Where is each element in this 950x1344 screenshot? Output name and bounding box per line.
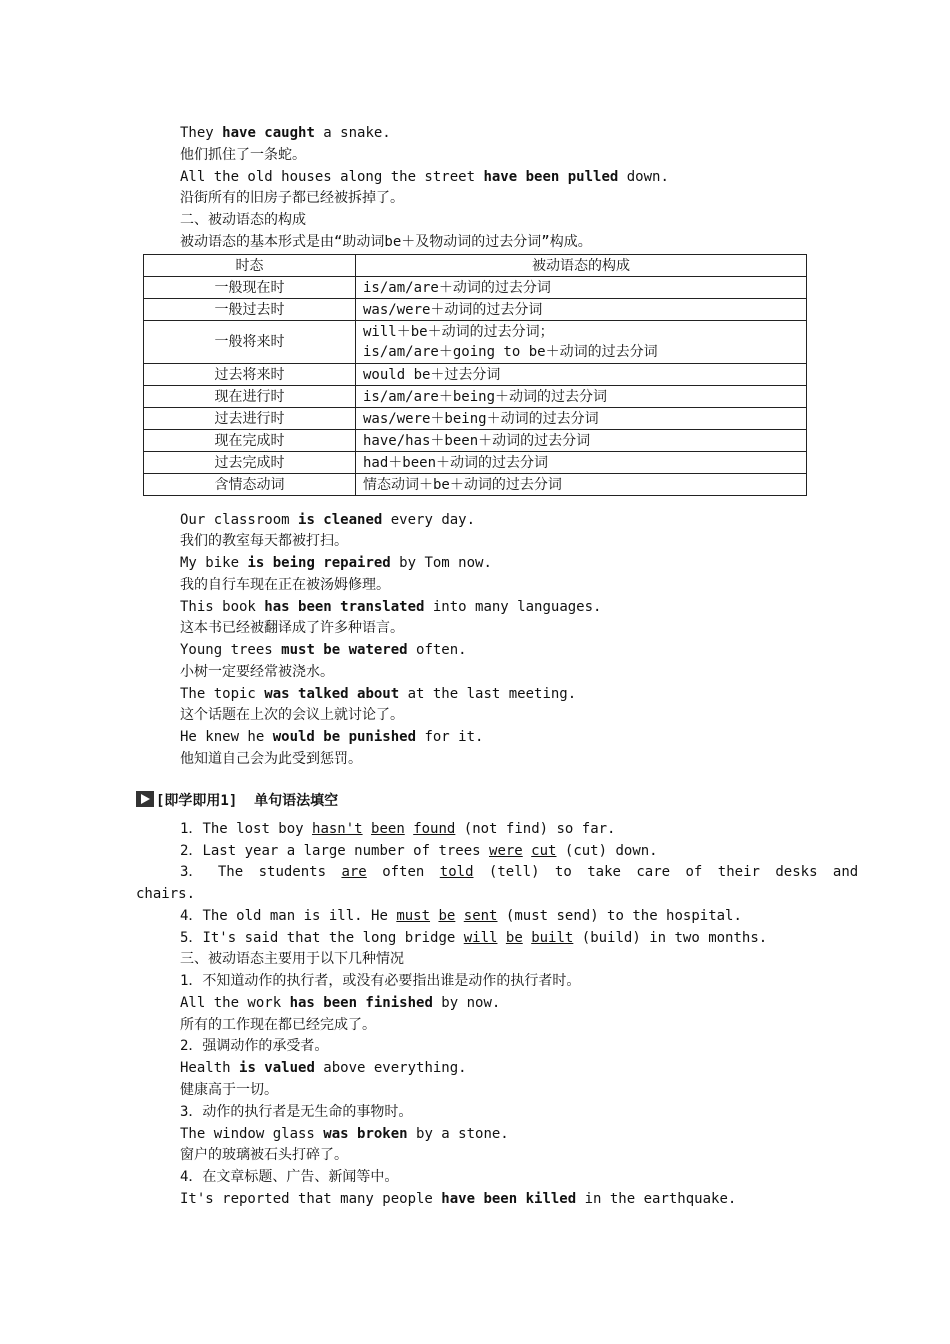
section-heading: 二、被动语态的构成 [180,212,306,228]
form-cell: is/am/are＋动词的过去分词 [356,277,807,299]
answer-blank: told [439,864,474,880]
usage-rule: 3．动作的执行者是无生命的事物时。 [180,1104,413,1120]
example-sentence: The topic was talked about at the last meeting. [180,686,577,702]
answer-blank: been [371,821,405,837]
highlight-verb: was broken [323,1126,408,1142]
form-cell: is/am/are＋being＋动词的过去分词 [356,386,807,408]
table-header-row [144,255,807,277]
example-sentence: Health is valued above everything. [180,1060,467,1076]
tense-cell: 含情态动词 [144,474,356,496]
example-sentence: It's reported that many people have been killed in the earthquake. [180,1191,737,1207]
example-sentence: He knew he would be punished for it. [180,729,484,745]
answer-blank: are [341,864,367,880]
form-cell [356,321,807,364]
example-translation: 他们抓住了一条蛇。 [180,147,306,163]
table-row [144,386,807,408]
table-row [144,430,807,452]
table-header-cell: 被动语态的构成 [356,255,807,277]
form-cell: had＋been＋动词的过去分词 [356,452,807,474]
table-header-cell: 时态 [144,255,356,277]
answer-blank: cut [531,843,557,859]
practice-item: 5．It's said that the long bridge will be built (build) in two months. [180,930,768,946]
example-translation: 小树一定要经常被浇水。 [180,664,334,680]
highlight-verb: would be punished [272,729,417,745]
example-sentence: Our classroom is cleaned every day. [180,512,476,528]
example-translation: 我们的教室每天都被打扫。 [180,533,348,549]
highlight-verb: must be watered [281,642,408,658]
passive-form-table [143,254,807,496]
example-sentence: The window glass was broken by a stone. [180,1126,509,1142]
example-translation: 他知道自己会为此受到惩罚。 [180,751,362,767]
tense-cell: 现在进行时 [144,386,356,408]
example-translation: 窗户的玻璃被石头打碎了。 [180,1147,348,1163]
practice-item-continuation: chairs. [136,886,196,902]
highlight-verb: has been finished [289,995,433,1011]
answer-blank: built [531,930,574,946]
practice-heading: [即学即用1] 单句语法填空 [136,791,338,811]
example-translation: 我的自行车现在正在被汤姆修理。 [180,577,390,593]
highlight-verb: is cleaned [298,512,383,528]
usage-rule: 1．不知道动作的执行者，或没有必要指出谁是动作的执行者时。 [180,973,581,989]
form-line: will＋be＋动词的过去分词； [363,324,554,340]
answer-blank: be [505,930,523,946]
form-cell: was/were＋being＋动词的过去分词 [356,408,807,430]
table-row [144,321,807,364]
answer-blank: found [413,821,456,837]
form-cell: would be＋过去分词 [356,364,807,386]
table-row [144,474,807,496]
tense-cell: 过去进行时 [144,408,356,430]
example-sentence: All the work has been finished by now. [180,995,501,1011]
example-translation: 沿街所有的旧房子都已经被拆掉了。 [180,190,404,206]
table-row [144,452,807,474]
practice-item: 3． The students are often told (tell) to take care of their desks and [180,864,859,880]
tense-cell: 一般现在时 [144,277,356,299]
form-line: is/am/are＋going to be＋动词的过去分词 [363,344,658,360]
highlight-verb: have caught [222,125,315,141]
highlight-verb: have been pulled [483,169,619,185]
tense-cell: 过去完成时 [144,452,356,474]
practice-item: 1．The lost boy hasn't been found (not find) so far. [180,821,616,837]
example-translation: 所有的工作现在都已经完成了。 [180,1017,376,1033]
play-icon [136,791,154,807]
practice-item: 4．The old man is ill. He must be sent (must send) to the hospital. [180,908,742,924]
example-sentence: My bike is being repaired by Tom now. [180,555,492,571]
answer-blank: be [438,908,456,924]
highlight-verb: has been translated [264,599,425,615]
example-translation: 这本书已经被翻译成了许多种语言。 [180,620,404,636]
example-translation: 健康高于一切。 [180,1082,278,1098]
section-heading: 三、被动语态主要用于以下几种情况 [180,951,404,967]
answer-blank: hasn't [312,821,363,837]
form-cell: have/has＋been＋动词的过去分词 [356,430,807,452]
tense-cell: 过去将来时 [144,364,356,386]
highlight-verb: have been killed [441,1191,577,1207]
answer-blank: were [489,843,523,859]
answer-blank: must [396,908,431,924]
example-sentence: This book has been translated into many languages. [180,599,602,615]
table-row [144,277,807,299]
highlight-verb: is being repaired [247,555,391,571]
section-intro: 被动语态的基本形式是由“助动词be＋及物动词的过去分词”构成。 [180,234,592,250]
usage-rule: 4．在文章标题、广告、新闻等中。 [180,1169,399,1185]
usage-rule: 2．强调动作的承受者。 [180,1038,329,1054]
answer-blank: sent [463,908,498,924]
form-cell: 情态动词＋be＋动词的过去分词 [356,474,807,496]
tense-cell: 一般将来时 [144,321,356,364]
table-row [144,364,807,386]
practice-item: 2．Last year a large number of trees were cut (cut) down. [180,843,658,859]
highlight-verb: is valued [239,1060,315,1076]
answer-blank: will [463,930,498,946]
tense-cell: 一般过去时 [144,299,356,321]
example-sentence: All the old houses along the street have been pulled down. [180,169,669,185]
example-sentence: Young trees must be watered often. [180,642,467,658]
table-row [144,299,807,321]
form-cell: was/were＋动词的过去分词 [356,299,807,321]
tense-cell: 现在完成时 [144,430,356,452]
table-row [144,408,807,430]
example-sentence: They have caught a snake. [180,125,391,141]
example-translation: 这个话题在上次的会议上就讨论了。 [180,707,404,723]
highlight-verb: was talked about [264,686,400,702]
